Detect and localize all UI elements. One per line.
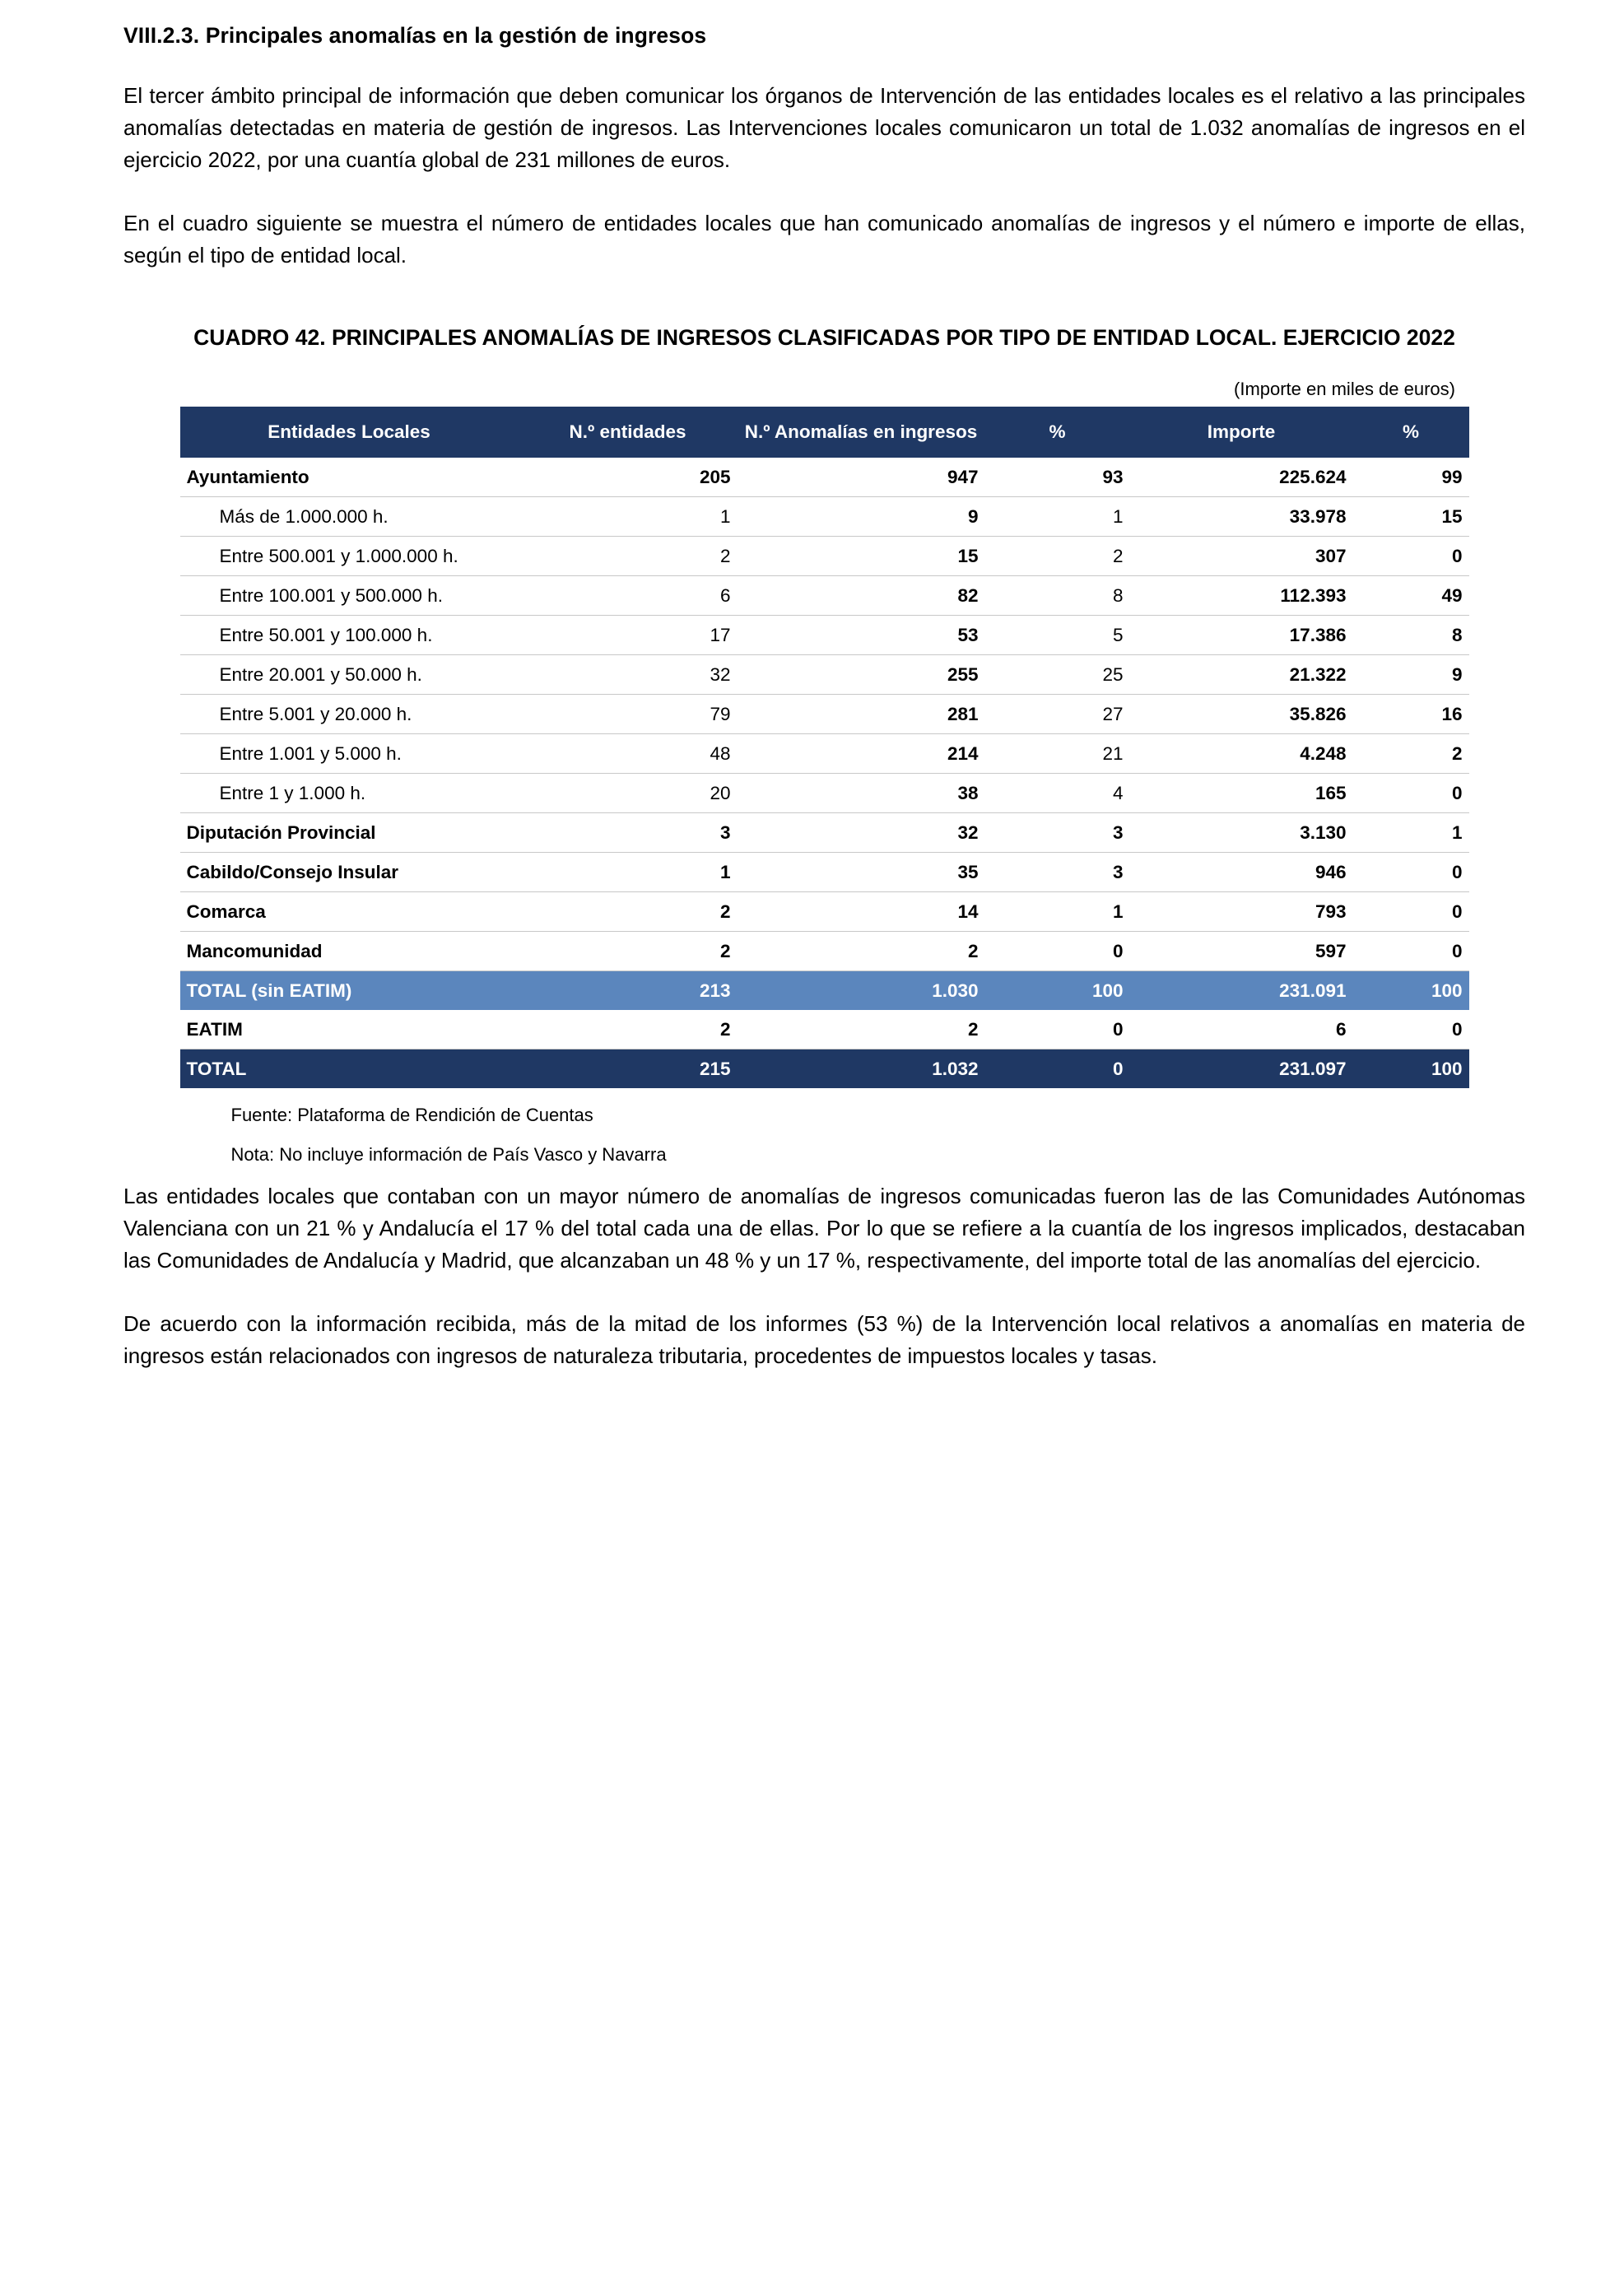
- cell-pct-importe: 15: [1353, 497, 1469, 537]
- table-row: [180, 655, 1469, 695]
- cell-importe: 6: [1130, 1010, 1353, 1049]
- column-header-porcentaje-anomalias: %: [985, 407, 1130, 458]
- cell-n-anomalias: 2: [738, 932, 985, 971]
- cell-n-anomalias: 32: [738, 813, 985, 853]
- table-row: [180, 1049, 1469, 1089]
- cell-pct-anomalias: 2: [985, 537, 1130, 576]
- column-header-n-entidades: N.º entidades: [519, 407, 738, 458]
- cell-pct-importe: 49: [1353, 576, 1469, 616]
- page-title: VIII.2.3. Principales anomalías en la gestión de ingresos: [123, 23, 707, 48]
- cell-pct-importe: 0: [1353, 774, 1469, 813]
- cell-n-anomalias: 82: [738, 576, 985, 616]
- cell-importe: 33.978: [1130, 497, 1353, 537]
- cell-n-entidades: 1: [519, 853, 738, 892]
- cell-n-entidades: 48: [519, 734, 738, 774]
- cell-importe: 35.826: [1130, 695, 1353, 734]
- cell-pct-importe: 0: [1353, 853, 1469, 892]
- cell-pct-importe: 0: [1353, 1010, 1469, 1049]
- cell-n-anomalias: 255: [738, 655, 985, 695]
- cell-pct-importe: 2: [1353, 734, 1469, 774]
- cell-n-entidades: 213: [519, 971, 738, 1011]
- cell-entidad: Entre 500.001 y 1.000.000 h.: [180, 537, 519, 576]
- cell-n-anomalias: 214: [738, 734, 985, 774]
- cell-pct-anomalias: 1: [985, 892, 1130, 932]
- cell-pct-importe: 100: [1353, 971, 1469, 1011]
- table-footnotes: [220, 1101, 1430, 1169]
- cell-n-entidades: 3: [519, 813, 738, 853]
- column-header-porcentaje-importe: %: [1353, 407, 1469, 458]
- table-row: [180, 695, 1469, 734]
- table-body: [180, 458, 1469, 1088]
- cell-pct-anomalias: 21: [985, 734, 1130, 774]
- cell-entidad: TOTAL: [180, 1049, 519, 1089]
- cell-pct-importe: 8: [1353, 616, 1469, 655]
- cell-entidad: TOTAL (sin EATIM): [180, 971, 519, 1011]
- cell-importe: 165: [1130, 774, 1353, 813]
- cell-entidad: Ayuntamiento: [180, 458, 519, 497]
- table-units-note: (Importe en miles de euros): [1234, 378, 1455, 399]
- cell-n-entidades: 2: [519, 1010, 738, 1049]
- cell-entidad: Comarca: [180, 892, 519, 932]
- cell-pct-anomalias: 4: [985, 774, 1130, 813]
- cell-importe: 225.624: [1130, 458, 1353, 497]
- cell-n-entidades: 32: [519, 655, 738, 695]
- cell-entidad: Entre 100.001 y 500.000 h.: [180, 576, 519, 616]
- cell-n-entidades: 20: [519, 774, 738, 813]
- paragraph-2: En el cuadro siguiente se muestra el número de entidades locales que han comunicado anomalías de ingresos y el número e importe de ellas, según el tipo de entidad local.: [123, 211, 1525, 268]
- cell-n-entidades: 2: [519, 892, 738, 932]
- table-caption: CUADRO 42. PRINCIPALES ANOMALÍAS DE INGRESOS CLASIFICADAS POR TIPO DE ENTIDAD LOCAL. EJERCICIO 2022: [193, 325, 1455, 350]
- cell-n-entidades: 6: [519, 576, 738, 616]
- table-row: [180, 458, 1469, 497]
- table-row: [180, 497, 1469, 537]
- cell-entidad: Cabildo/Consejo Insular: [180, 853, 519, 892]
- cell-pct-anomalias: 0: [985, 932, 1130, 971]
- cell-entidad: Más de 1.000.000 h.: [180, 497, 519, 537]
- cell-importe: 231.091: [1130, 971, 1353, 1011]
- cell-pct-anomalias: 0: [985, 1049, 1130, 1089]
- cell-n-anomalias: 1.032: [738, 1049, 985, 1089]
- cell-entidad: Entre 1 y 1.000 h.: [180, 774, 519, 813]
- column-header-importe: Importe: [1130, 407, 1353, 458]
- cell-pct-importe: 9: [1353, 655, 1469, 695]
- table-row: [180, 1010, 1469, 1049]
- cell-n-anomalias: 2: [738, 1010, 985, 1049]
- cell-pct-anomalias: 100: [985, 971, 1130, 1011]
- table-row: [180, 576, 1469, 616]
- cell-entidad: EATIM: [180, 1010, 519, 1049]
- table-note: Nota: No incluye información de País Vasco y Navarra: [230, 1144, 667, 1166]
- cell-pct-importe: 99: [1353, 458, 1469, 497]
- cell-importe: 17.386: [1130, 616, 1353, 655]
- table-row: [180, 616, 1469, 655]
- cell-n-entidades: 205: [519, 458, 738, 497]
- cell-importe: 21.322: [1130, 655, 1353, 695]
- cell-pct-importe: 0: [1353, 932, 1469, 971]
- cell-n-anomalias: 53: [738, 616, 985, 655]
- cell-entidad: Entre 20.001 y 50.000 h.: [180, 655, 519, 695]
- cell-n-entidades: 79: [519, 695, 738, 734]
- cell-n-anomalias: 9: [738, 497, 985, 537]
- table-row: [180, 734, 1469, 774]
- cell-pct-anomalias: 8: [985, 576, 1130, 616]
- cell-n-anomalias: 1.030: [738, 971, 985, 1011]
- cell-entidad: Entre 1.001 y 5.000 h.: [180, 734, 519, 774]
- cell-importe: 3.130: [1130, 813, 1353, 853]
- cell-pct-importe: 100: [1353, 1049, 1469, 1089]
- cell-importe: 307: [1130, 537, 1353, 576]
- cell-pct-anomalias: 1: [985, 497, 1130, 537]
- cell-n-anomalias: 15: [738, 537, 985, 576]
- cell-pct-importe: 0: [1353, 537, 1469, 576]
- table-row: [180, 813, 1469, 853]
- table-row: [180, 971, 1469, 1011]
- cell-n-anomalias: 947: [738, 458, 985, 497]
- cell-pct-anomalias: 27: [985, 695, 1130, 734]
- cell-importe: 231.097: [1130, 1049, 1353, 1089]
- cell-n-entidades: 1: [519, 497, 738, 537]
- cell-n-anomalias: 281: [738, 695, 985, 734]
- cell-n-entidades: 17: [519, 616, 738, 655]
- cell-n-entidades: 215: [519, 1049, 738, 1089]
- table-source: Fuente: Plataforma de Rendición de Cuentas: [230, 1105, 593, 1125]
- cell-pct-anomalias: 5: [985, 616, 1130, 655]
- table-row: [180, 932, 1469, 971]
- cell-importe: 597: [1130, 932, 1353, 971]
- table-row: [180, 774, 1469, 813]
- cell-pct-importe: 16: [1353, 695, 1469, 734]
- cell-n-anomalias: 38: [738, 774, 985, 813]
- cell-importe: 112.393: [1130, 576, 1353, 616]
- cell-pct-anomalias: 3: [985, 813, 1130, 853]
- table-row: [180, 537, 1469, 576]
- cell-pct-anomalias: 25: [985, 655, 1130, 695]
- paragraph-4: De acuerdo con la información recibida, más de la mitad de los informes (53 %) de la Intervención local relativos a anomalías en materia de ingresos están relacionados con ingresos de naturaleza tributaria, procedentes de impuestos locales y tasas.: [123, 1311, 1525, 1369]
- cell-n-anomalias: 14: [738, 892, 985, 932]
- cell-n-entidades: 2: [519, 537, 738, 576]
- cell-n-anomalias: 35: [738, 853, 985, 892]
- cell-n-entidades: 2: [519, 932, 738, 971]
- table-header-row: [180, 407, 1469, 458]
- paragraph-1: El tercer ámbito principal de información que deben comunicar los órganos de Intervención de las entidades locales es el relativo a las principales anomalías detectadas en materia de gestión de ingresos. Las Intervenciones locales comunicaron un total de 1.032 anomalías de ingresos en el ejercicio 2022, por una cuantía global de 231 millones de euros.: [123, 83, 1525, 172]
- cell-pct-anomalias: 93: [985, 458, 1130, 497]
- cell-importe: 793: [1130, 892, 1353, 932]
- column-header-entidades-locales: Entidades Locales: [180, 407, 519, 458]
- cell-entidad: Entre 50.001 y 100.000 h.: [180, 616, 519, 655]
- anomalias-ingresos-table: [180, 407, 1469, 1088]
- paragraph-3: Las entidades locales que contaban con un mayor número de anomalías de ingresos comunicadas fueron las de las Comunidades Autónomas Valenciana con un 21 % y Andalucía el 17 % del total cada una de ellas. Por lo que se refiere a la cuantía de los ingresos implicados, destacaban las Comunidades de Andalucía y Madrid, que alcanzaban un 48 % y un 17 %, respectivamente, del importe total de las anomalías del ejercicio.: [123, 1184, 1525, 1273]
- cell-pct-importe: 1: [1353, 813, 1469, 853]
- cell-importe: 946: [1130, 853, 1353, 892]
- cell-entidad: Entre 5.001 y 20.000 h.: [180, 695, 519, 734]
- cell-pct-anomalias: 3: [985, 853, 1130, 892]
- cell-pct-anomalias: 0: [985, 1010, 1130, 1049]
- column-header-n-anomalias: N.º Anomalías en ingresos: [738, 407, 985, 458]
- cell-importe: 4.248: [1130, 734, 1353, 774]
- table-row: [180, 892, 1469, 932]
- table-row: [180, 853, 1469, 892]
- cell-pct-importe: 0: [1353, 892, 1469, 932]
- cell-entidad: Mancomunidad: [180, 932, 519, 971]
- cell-entidad: Diputación Provincial: [180, 813, 519, 853]
